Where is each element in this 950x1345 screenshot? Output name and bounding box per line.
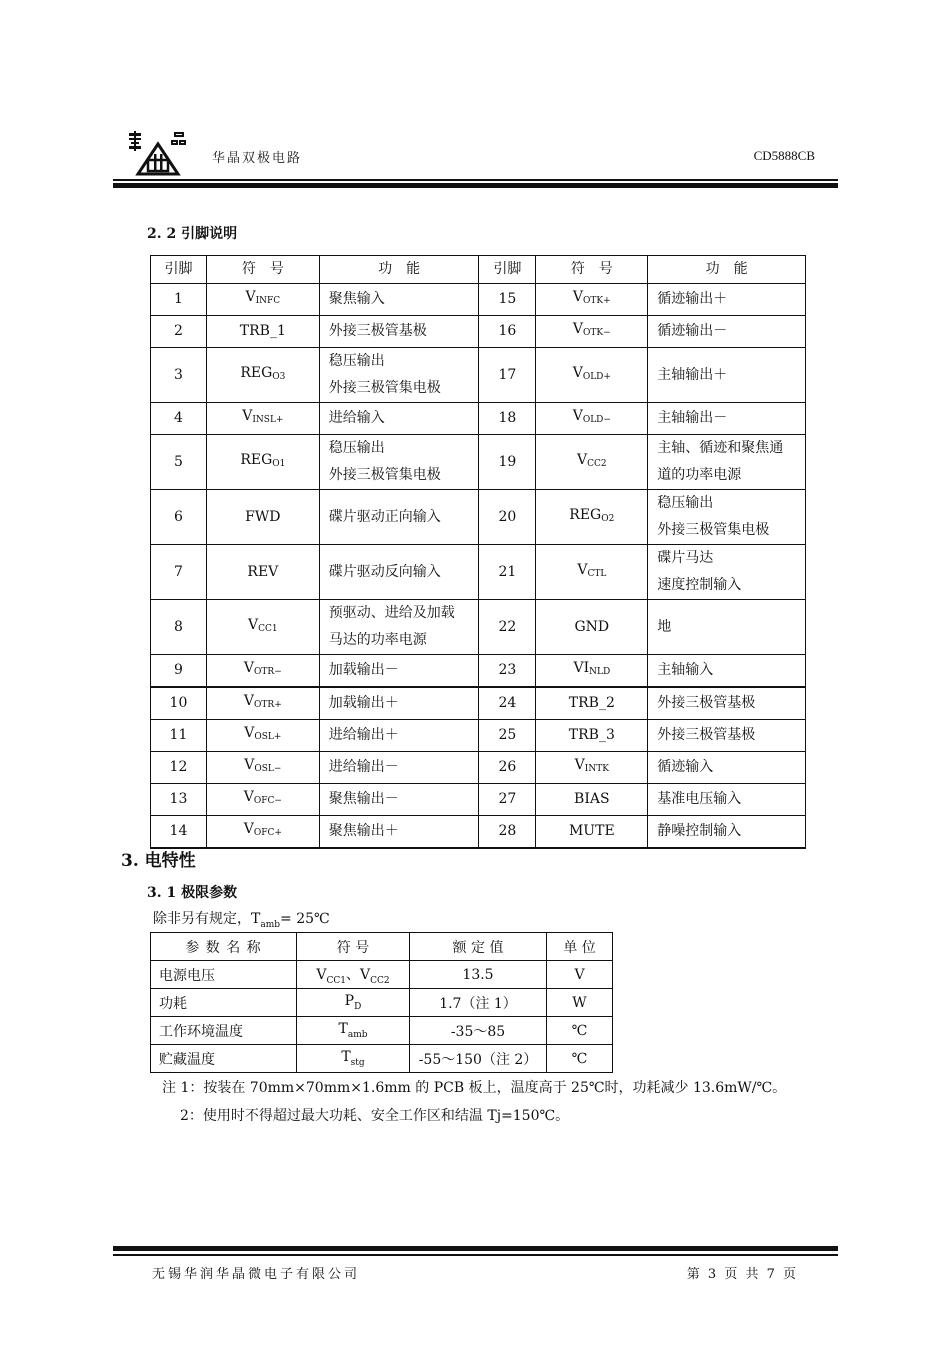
pin-number: 18 [479,403,536,435]
limits-table-header: 单 位 [547,933,613,961]
pin-row [151,816,806,849]
pin-symbol: $V_{OTK+}$ [536,284,648,316]
header-part-number: CD5888CB [753,148,815,163]
pin-table-header: 引脚 [151,256,207,284]
pin-symbol: $REG_{O3}$ [206,348,319,403]
pin-symbol: $VI_{NLD}$ [536,655,648,688]
parameter-symbol: $V_{CC1}$、$V_{CC2}$ [297,961,410,989]
pin-symbol: GND [536,600,648,655]
pin-symbol: $V_{INTK}$ [536,752,648,784]
pin-number: 20 [479,490,536,545]
pin-row [151,720,806,752]
parameter-name: 电源电压 [151,961,297,989]
pin-table-header: 符 号 [536,256,648,284]
limits-condition: 除非另有规定，$T_{amb}=$ 25℃ [153,911,330,930]
pin-function: 稳压输出 外接三极管集电极 [319,435,479,490]
pin-table-header: 功 能 [648,256,806,284]
pin-number: 6 [151,490,207,545]
pin-number: 17 [479,348,536,403]
pin-symbol: $V_{OLD+}$ [536,348,648,403]
unit: ℃ [547,1045,613,1073]
pin-symbol: TRB_2 [536,687,648,720]
pin-symbol: REV [206,545,319,600]
pin-symbol: BIAS [536,784,648,816]
rated-value: -35～85 [410,1017,547,1045]
footer-page-number: 第 3 页 共 7 页 [686,1267,798,1282]
pin-number: 7 [151,545,207,600]
pin-function: 外接三极管基极 [648,687,806,720]
pin-number: 14 [151,816,207,849]
pin-function: 基准电压输入 [648,784,806,816]
pin-number: 19 [479,435,536,490]
pin-symbol: MUTE [536,816,648,849]
pin-symbol: $V_{CC2}$ [536,435,648,490]
pin-function: 循迹输出－ [648,316,806,348]
parameter-symbol: $T_{amb}$ [297,1017,410,1045]
pin-table-header: 符 号 [206,256,319,284]
pin-symbol: $REG_{O1}$ [206,435,319,490]
pin-symbol: TRB_1 [206,316,319,348]
pin-function: 主轴、循迹和聚焦通 道的功率电源 [648,435,806,490]
company-logo [128,130,188,176]
footer-rule-thin [113,1254,838,1256]
limits-row [151,1045,613,1073]
pin-number: 21 [479,545,536,600]
pin-function: 外接三极管基极 [648,720,806,752]
rated-value: -55～150（注 2） [410,1045,547,1073]
pin-symbol: $V_{OLD-}$ [536,403,648,435]
pin-row [151,687,806,720]
pin-symbol: $V_{INFC}$ [206,284,319,316]
pin-row [151,284,806,316]
limits-row [151,1017,613,1045]
pin-function: 碟片驱动正向输入 [319,490,479,545]
pin-function: 地 [648,600,806,655]
pin-function: 碟片驱动反向输入 [319,545,479,600]
pin-symbol: TRB_3 [536,720,648,752]
pin-number: 23 [479,655,536,688]
header-rule-thick [113,183,838,188]
pin-number: 8 [151,600,207,655]
footer-rule-thick [113,1246,838,1251]
pin-number: 3 [151,348,207,403]
parameter-name: 功耗 [151,989,297,1017]
pin-function: 加载输出－ [319,655,479,688]
pin-number: 10 [151,687,207,720]
pin-row [151,316,806,348]
pin-function: 碟片马达 速度控制输入 [648,545,806,600]
parameter-symbol: $T_{stg}$ [297,1045,410,1073]
pin-symbol: $V_{OTK-}$ [536,316,648,348]
parameter-symbol: $P_D$ [297,989,410,1017]
pin-number: 13 [151,784,207,816]
header-rule-thin [113,179,838,181]
footer-company-name: 无锡华润华晶微电子有限公司 [152,1267,361,1282]
pin-number: 15 [479,284,536,316]
pin-symbol: $V_{OSL+}$ [206,720,319,752]
pin-function: 进给输出＋ [319,720,479,752]
pin-function: 稳压输出 外接三极管集电极 [648,490,806,545]
pin-number: 11 [151,720,207,752]
pin-row [151,435,806,490]
pin-symbol: FWD [206,490,319,545]
pin-function: 预驱动、进给及加载 马达的功率电源 [319,600,479,655]
pin-row [151,655,806,688]
pin-symbol: $V_{OTR-}$ [206,655,319,688]
pin-function: 聚焦输出＋ [319,816,479,849]
limits-table [150,932,613,1073]
limits-table-header: 符 号 [297,933,410,961]
pin-number: 16 [479,316,536,348]
pin-row [151,348,806,403]
pin-row [151,752,806,784]
pin-function: 主轴输出－ [648,403,806,435]
pin-number: 24 [479,687,536,720]
pin-symbol: $V_{CTL}$ [536,545,648,600]
pin-function: 进给输入 [319,403,479,435]
limits-subtitle: 3. 1 极限参数 [147,885,238,901]
pin-symbol: $V_{INSL+}$ [206,403,319,435]
rated-value: 13.5 [410,961,547,989]
note-1: 注 1：按装在 70mm×70mm×1.6mm 的 PCB 板上，温度高于 25℃时，功耗减少 13.6mW/℃。 [162,1080,787,1096]
pin-number: 1 [151,284,207,316]
pin-number: 12 [151,752,207,784]
pin-number: 26 [479,752,536,784]
pin-symbol: $V_{OTR+}$ [206,687,319,720]
pin-number: 2 [151,316,207,348]
pin-table [150,255,806,849]
parameter-name: 贮藏温度 [151,1045,297,1073]
pin-function: 主轴输入 [648,655,806,688]
electrical-section-title: 3. 电特性 [121,851,196,871]
limits-table-header: 参 数 名 称 [151,933,297,961]
limits-row [151,989,613,1017]
rated-value: 1.7（注 1） [410,989,547,1017]
pin-row [151,545,806,600]
pin-section-title: 2. 2 引脚说明 [147,226,238,242]
pin-symbol: $V_{OFC-}$ [206,784,319,816]
pin-symbol: $V_{OSL-}$ [206,752,319,784]
pin-function: 循迹输出＋ [648,284,806,316]
pin-number: 9 [151,655,207,688]
pin-function: 循迹输入 [648,752,806,784]
pin-number: 28 [479,816,536,849]
pin-number: 4 [151,403,207,435]
pin-function: 主轴输出＋ [648,348,806,403]
unit: V [547,961,613,989]
pin-number: 27 [479,784,536,816]
pin-table-header: 功 能 [319,256,479,284]
pin-number: 22 [479,600,536,655]
pin-row [151,784,806,816]
pin-number: 5 [151,435,207,490]
unit: W [547,989,613,1017]
pin-function: 稳压输出 外接三极管集电极 [319,348,479,403]
pin-row [151,490,806,545]
header-company-name: 华晶双极电路 [212,151,303,166]
pin-row [151,403,806,435]
pin-function: 进给输出－ [319,752,479,784]
limits-table-header: 额 定 值 [410,933,547,961]
note-2: 2：使用时不得超过最大功耗、安全工作区和结温 Tj=150℃。 [180,1108,570,1124]
pin-symbol: $V_{OFC+}$ [206,816,319,849]
pin-number: 25 [479,720,536,752]
pin-symbol: $REG_{O2}$ [536,490,648,545]
pin-function: 加载输出＋ [319,687,479,720]
pin-row [151,600,806,655]
limits-row [151,961,613,989]
unit: ℃ [547,1017,613,1045]
pin-table-header: 引脚 [479,256,536,284]
pin-function: 静噪控制输入 [648,816,806,849]
pin-symbol: $V_{CC1}$ [206,600,319,655]
parameter-name: 工作环境温度 [151,1017,297,1045]
pin-function: 聚焦输出－ [319,784,479,816]
pin-function: 聚焦输入 [319,284,479,316]
pin-function: 外接三极管基极 [319,316,479,348]
